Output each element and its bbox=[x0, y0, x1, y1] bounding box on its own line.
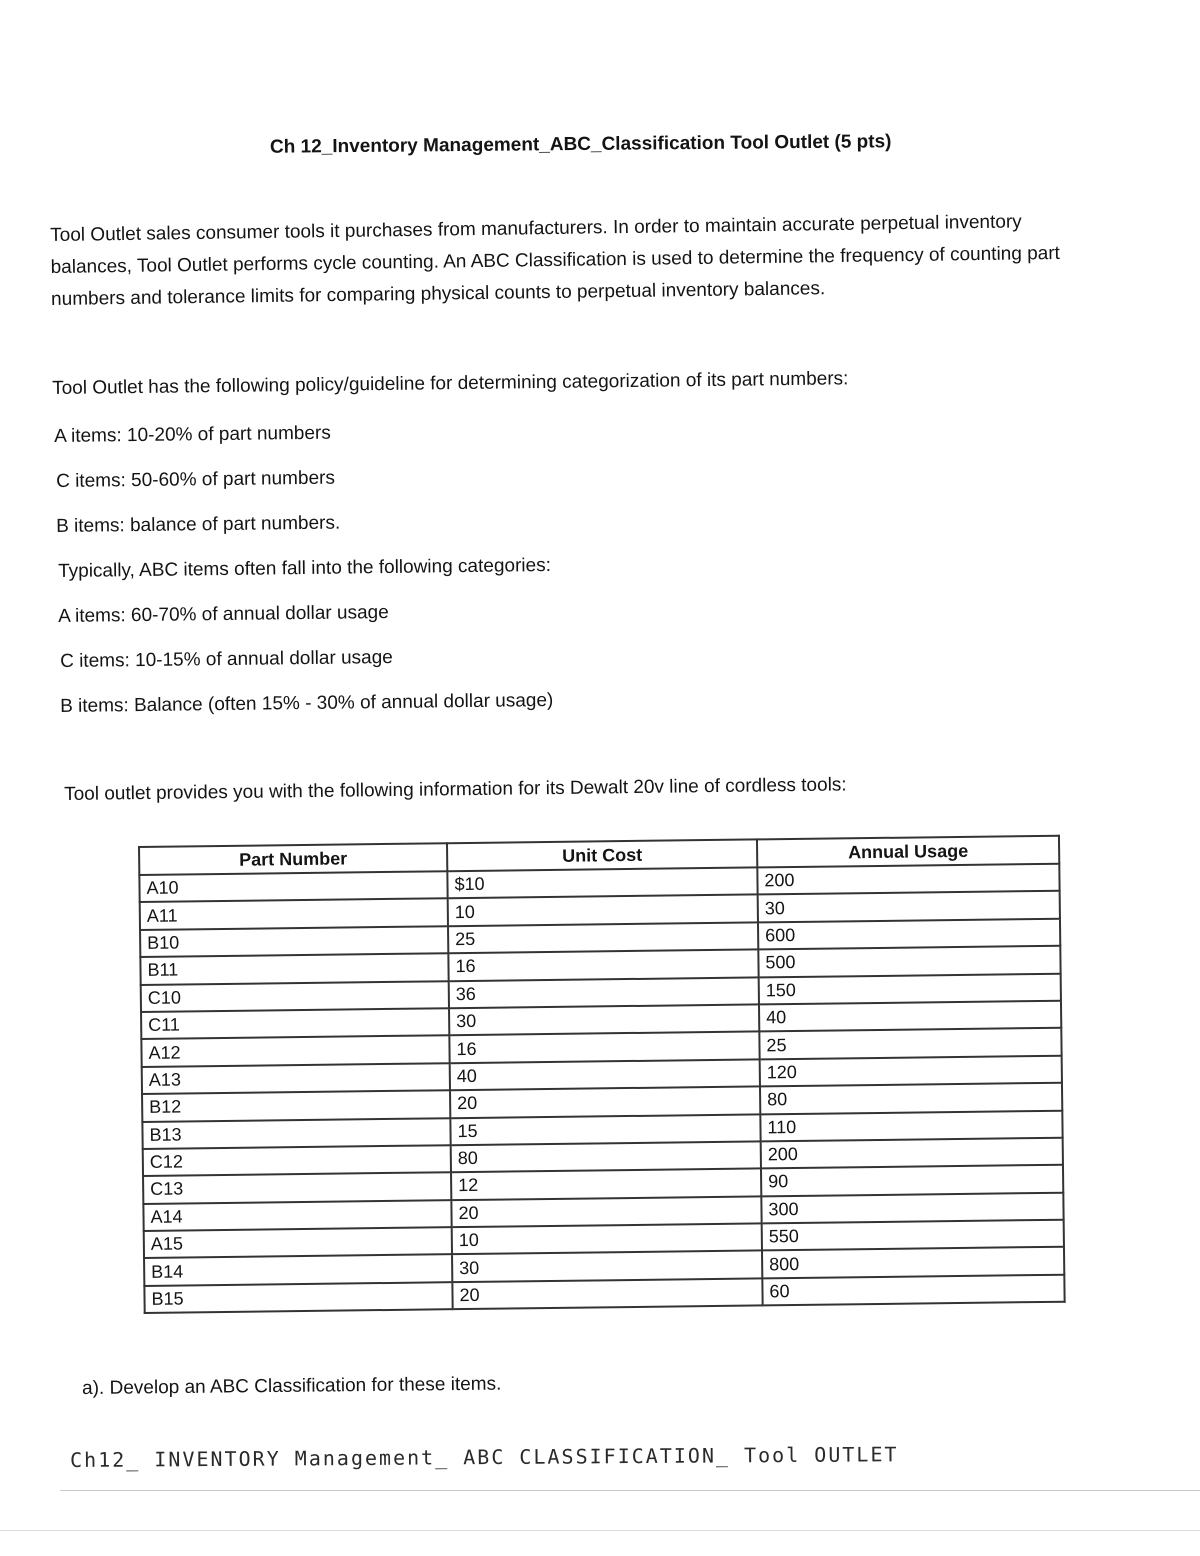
cell-annual-usage: 200 bbox=[757, 864, 1059, 895]
cell-unit-cost: $10 bbox=[447, 867, 757, 898]
cell-part-number: B15 bbox=[144, 1282, 452, 1313]
cell-part-number: A10 bbox=[139, 871, 447, 902]
cell-part-number: A11 bbox=[140, 899, 448, 930]
cell-annual-usage: 150 bbox=[759, 973, 1061, 1004]
inventory-table bbox=[138, 835, 1066, 1314]
cell-part-number: B13 bbox=[142, 1118, 450, 1149]
column-header-part-number: Part Number bbox=[139, 843, 447, 875]
cell-part-number: B12 bbox=[142, 1090, 450, 1121]
cell-part-number: A15 bbox=[144, 1227, 452, 1258]
cell-part-number: C12 bbox=[143, 1145, 451, 1176]
cell-unit-cost: 20 bbox=[452, 1278, 762, 1309]
cell-unit-cost: 10 bbox=[452, 1223, 762, 1254]
cell-unit-cost: 16 bbox=[449, 1032, 759, 1063]
cell-annual-usage: 90 bbox=[761, 1165, 1063, 1196]
policy-item-c: C items: 50-60% of part numbers bbox=[56, 467, 336, 492]
cell-unit-cost: 25 bbox=[448, 922, 758, 953]
cell-unit-cost: 30 bbox=[449, 1004, 759, 1035]
intro-line: numbers and tolerance limits for comparing physical counts to perpetual inventory balances. bbox=[50, 278, 826, 310]
cell-annual-usage: 80 bbox=[760, 1083, 1062, 1114]
cell-unit-cost: 15 bbox=[450, 1114, 760, 1145]
cell-annual-usage: 25 bbox=[759, 1028, 1061, 1059]
cell-part-number: A13 bbox=[142, 1063, 450, 1094]
cell-unit-cost: 10 bbox=[448, 895, 758, 926]
info-line: Tool outlet provides you with the following information for its Dewalt 20v line of cordless tools: bbox=[64, 774, 847, 805]
cell-part-number: B10 bbox=[140, 926, 448, 957]
cell-part-number: C11 bbox=[141, 1008, 449, 1039]
cell-unit-cost: 40 bbox=[450, 1059, 760, 1090]
cell-part-number: C10 bbox=[141, 981, 449, 1012]
cell-unit-cost: 30 bbox=[452, 1251, 762, 1282]
policy-item-a: A items: 10-20% of part numbers bbox=[54, 422, 331, 447]
cell-part-number: A14 bbox=[143, 1200, 451, 1231]
typical-item-b: B items: Balance (often 15% - 30% of annual dollar usage) bbox=[60, 689, 554, 717]
policy-heading: Tool Outlet has the following policy/guideline for determining categorization of its part numbers: bbox=[52, 368, 849, 399]
handwritten-footer: Ch12_ INVENTORY Management_ ABC CLASSIFICATION_ Tool OUTLET bbox=[70, 1442, 899, 1472]
typical-item-a: A items: 60-70% of annual dollar usage bbox=[58, 601, 389, 627]
column-header-unit-cost: Unit Cost bbox=[447, 839, 757, 871]
column-header-annual-usage: Annual Usage bbox=[757, 836, 1059, 868]
cell-unit-cost: 80 bbox=[451, 1141, 761, 1172]
cell-unit-cost: 12 bbox=[451, 1169, 761, 1200]
typical-heading: Typically, ABC items often fall into the following categories: bbox=[58, 554, 552, 582]
policy-item-b: B items: balance of part numbers. bbox=[56, 512, 341, 537]
cell-part-number: B11 bbox=[140, 953, 448, 984]
scan-line bbox=[0, 1530, 1200, 1531]
table-body bbox=[139, 864, 1064, 1313]
cell-part-number: A12 bbox=[141, 1036, 449, 1067]
cell-unit-cost: 20 bbox=[450, 1087, 760, 1118]
cell-annual-usage: 60 bbox=[762, 1275, 1064, 1306]
cell-part-number: C13 bbox=[143, 1172, 451, 1203]
cell-annual-usage: 110 bbox=[760, 1110, 1062, 1141]
cell-annual-usage: 120 bbox=[760, 1055, 1062, 1086]
cell-unit-cost: 36 bbox=[449, 977, 759, 1008]
cell-unit-cost: 20 bbox=[451, 1196, 761, 1227]
cell-annual-usage: 300 bbox=[761, 1192, 1063, 1223]
document-title: Ch 12_Inventory Management_ABC_Classification Tool Outlet (5 pts) bbox=[269, 131, 892, 158]
cell-annual-usage: 800 bbox=[762, 1247, 1064, 1278]
cell-part-number: B14 bbox=[144, 1255, 452, 1286]
cell-unit-cost: 16 bbox=[448, 950, 758, 981]
cell-annual-usage: 200 bbox=[761, 1138, 1063, 1169]
cell-annual-usage: 40 bbox=[759, 1001, 1061, 1032]
cell-annual-usage: 600 bbox=[758, 919, 1060, 950]
intro-line: Tool Outlet sales consumer tools it purchases from manufacturers. In order to maintain accurate perpetual inventory bbox=[50, 211, 1022, 246]
typical-item-c: C items: 10-15% of annual dollar usage bbox=[60, 646, 393, 672]
intro-paragraph bbox=[50, 205, 1131, 316]
question-a: a). Develop an ABC Classification for these items. bbox=[82, 1373, 502, 1399]
cell-annual-usage: 500 bbox=[758, 946, 1060, 977]
intro-line: balances, Tool Outlet performs cycle counting. An ABC Classification is used to determine the frequency of counting part bbox=[50, 242, 1061, 278]
cell-annual-usage: 30 bbox=[758, 891, 1060, 922]
cell-annual-usage: 550 bbox=[762, 1220, 1064, 1251]
scan-line bbox=[60, 1490, 1200, 1491]
